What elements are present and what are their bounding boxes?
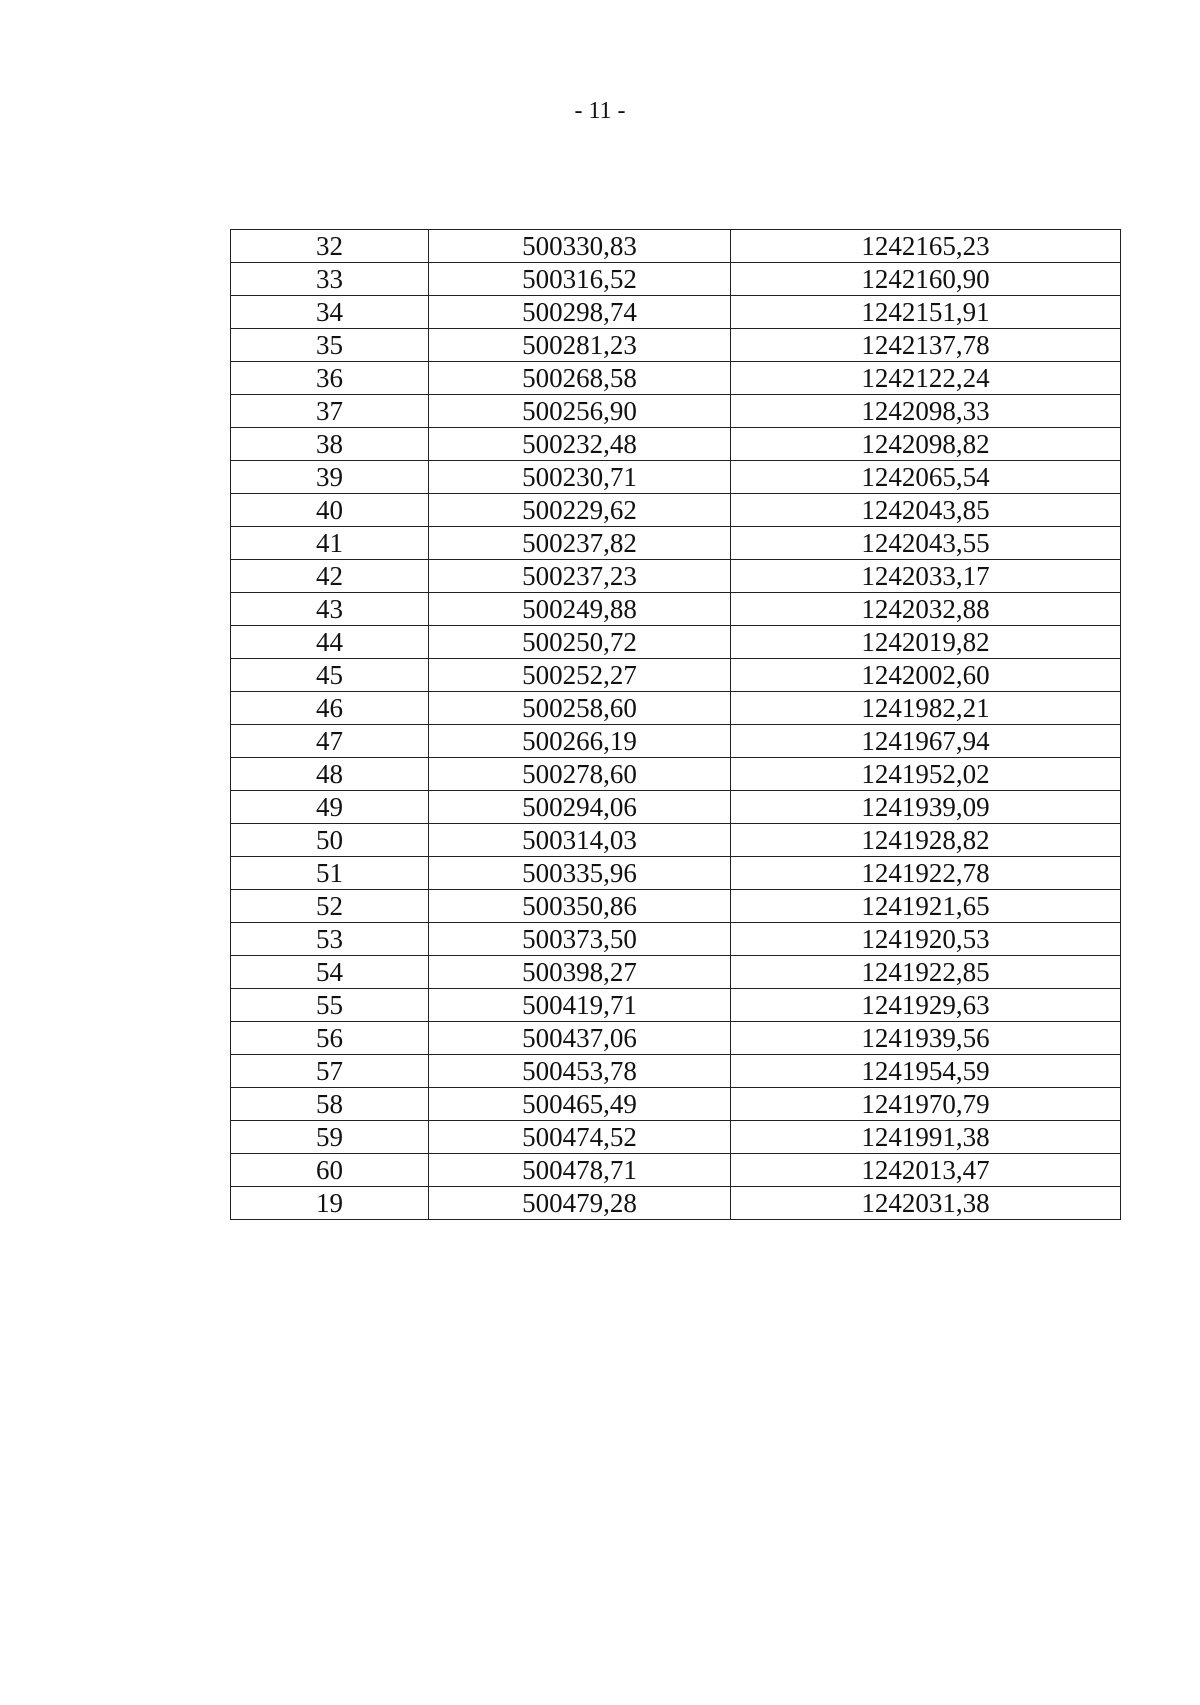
- page-number: - 11 -: [574, 98, 626, 124]
- table-row: [231, 1154, 1121, 1187]
- point-number-cell: 34: [231, 296, 429, 329]
- point-number-cell: 36: [231, 362, 429, 395]
- table-row: [231, 593, 1121, 626]
- x-coordinate-cell: 500249,88: [429, 593, 731, 626]
- y-coordinate-cell: 1242098,33: [731, 395, 1121, 428]
- table-row: [231, 428, 1121, 461]
- x-coordinate-cell: 500232,48: [429, 428, 731, 461]
- x-coordinate-cell: 500256,90: [429, 395, 731, 428]
- table-row: [231, 560, 1121, 593]
- x-coordinate-cell: 500268,58: [429, 362, 731, 395]
- y-coordinate-cell: 1241970,79: [731, 1088, 1121, 1121]
- point-number-cell: 33: [231, 263, 429, 296]
- table-row: [231, 494, 1121, 527]
- y-coordinate-cell: 1242019,82: [731, 626, 1121, 659]
- table-row: [231, 956, 1121, 989]
- table-row: [231, 659, 1121, 692]
- table-row: [231, 1055, 1121, 1088]
- x-coordinate-cell: 500250,72: [429, 626, 731, 659]
- x-coordinate-cell: 500294,06: [429, 791, 731, 824]
- table-row: [231, 824, 1121, 857]
- table-row: [231, 1187, 1121, 1220]
- point-number-cell: 46: [231, 692, 429, 725]
- table-row: [231, 362, 1121, 395]
- x-coordinate-cell: 500252,27: [429, 659, 731, 692]
- y-coordinate-cell: 1242065,54: [731, 461, 1121, 494]
- point-number-cell: 44: [231, 626, 429, 659]
- point-number-cell: 39: [231, 461, 429, 494]
- x-coordinate-cell: 500330,83: [429, 230, 731, 263]
- point-number-cell: 48: [231, 758, 429, 791]
- table-row: [231, 1022, 1121, 1055]
- y-coordinate-cell: 1242002,60: [731, 659, 1121, 692]
- point-number-cell: 47: [231, 725, 429, 758]
- table-row: [231, 1088, 1121, 1121]
- table-row: [231, 626, 1121, 659]
- x-coordinate-cell: 500278,60: [429, 758, 731, 791]
- point-number-cell: 50: [231, 824, 429, 857]
- coordinates-table: [230, 229, 1121, 1220]
- point-number-cell: 51: [231, 857, 429, 890]
- x-coordinate-cell: 500373,50: [429, 923, 731, 956]
- table-row: [231, 758, 1121, 791]
- y-coordinate-cell: 1241920,53: [731, 923, 1121, 956]
- y-coordinate-cell: 1242043,55: [731, 527, 1121, 560]
- point-number-cell: 57: [231, 1055, 429, 1088]
- table-row: [231, 461, 1121, 494]
- point-number-cell: 54: [231, 956, 429, 989]
- y-coordinate-cell: 1241929,63: [731, 989, 1121, 1022]
- x-coordinate-cell: 500437,06: [429, 1022, 731, 1055]
- x-coordinate-cell: 500237,82: [429, 527, 731, 560]
- table-row: [231, 791, 1121, 824]
- y-coordinate-cell: 1241952,02: [731, 758, 1121, 791]
- point-number-cell: 40: [231, 494, 429, 527]
- x-coordinate-cell: 500465,49: [429, 1088, 731, 1121]
- x-coordinate-cell: 500474,52: [429, 1121, 731, 1154]
- table-row: [231, 692, 1121, 725]
- y-coordinate-cell: 1241954,59: [731, 1055, 1121, 1088]
- x-coordinate-cell: 500478,71: [429, 1154, 731, 1187]
- y-coordinate-cell: 1242165,23: [731, 230, 1121, 263]
- y-coordinate-cell: 1242122,24: [731, 362, 1121, 395]
- x-coordinate-cell: 500229,62: [429, 494, 731, 527]
- point-number-cell: 43: [231, 593, 429, 626]
- table-row: [231, 527, 1121, 560]
- y-coordinate-cell: 1241928,82: [731, 824, 1121, 857]
- x-coordinate-cell: 500230,71: [429, 461, 731, 494]
- point-number-cell: 58: [231, 1088, 429, 1121]
- table-row: [231, 725, 1121, 758]
- table-row: [231, 857, 1121, 890]
- point-number-cell: 59: [231, 1121, 429, 1154]
- point-number-cell: 52: [231, 890, 429, 923]
- point-number-cell: 42: [231, 560, 429, 593]
- point-number-cell: 41: [231, 527, 429, 560]
- point-number-cell: 37: [231, 395, 429, 428]
- y-coordinate-cell: 1241922,85: [731, 956, 1121, 989]
- coordinates-table-body: [231, 230, 1121, 1220]
- x-coordinate-cell: 500298,74: [429, 296, 731, 329]
- point-number-cell: 55: [231, 989, 429, 1022]
- y-coordinate-cell: 1242098,82: [731, 428, 1121, 461]
- table-row: [231, 230, 1121, 263]
- y-coordinate-cell: 1241939,56: [731, 1022, 1121, 1055]
- x-coordinate-cell: 500266,19: [429, 725, 731, 758]
- x-coordinate-cell: 500350,86: [429, 890, 731, 923]
- y-coordinate-cell: 1242151,91: [731, 296, 1121, 329]
- y-coordinate-cell: 1242033,17: [731, 560, 1121, 593]
- y-coordinate-cell: 1241922,78: [731, 857, 1121, 890]
- x-coordinate-cell: 500479,28: [429, 1187, 731, 1220]
- point-number-cell: 56: [231, 1022, 429, 1055]
- point-number-cell: 35: [231, 329, 429, 362]
- table-row: [231, 1121, 1121, 1154]
- x-coordinate-cell: 500453,78: [429, 1055, 731, 1088]
- x-coordinate-cell: 500335,96: [429, 857, 731, 890]
- x-coordinate-cell: 500314,03: [429, 824, 731, 857]
- y-coordinate-cell: 1241982,21: [731, 692, 1121, 725]
- point-number-cell: 53: [231, 923, 429, 956]
- x-coordinate-cell: 500398,27: [429, 956, 731, 989]
- table-row: [231, 329, 1121, 362]
- point-number-cell: 38: [231, 428, 429, 461]
- table-row: [231, 296, 1121, 329]
- point-number-cell: 32: [231, 230, 429, 263]
- x-coordinate-cell: 500419,71: [429, 989, 731, 1022]
- y-coordinate-cell: 1242137,78: [731, 329, 1121, 362]
- table-row: [231, 923, 1121, 956]
- y-coordinate-cell: 1241967,94: [731, 725, 1121, 758]
- point-number-cell: 45: [231, 659, 429, 692]
- y-coordinate-cell: 1241991,38: [731, 1121, 1121, 1154]
- table-row: [231, 263, 1121, 296]
- y-coordinate-cell: 1241921,65: [731, 890, 1121, 923]
- point-number-cell: 19: [231, 1187, 429, 1220]
- x-coordinate-cell: 500316,52: [429, 263, 731, 296]
- y-coordinate-cell: 1241939,09: [731, 791, 1121, 824]
- table-row: [231, 395, 1121, 428]
- y-coordinate-cell: 1242013,47: [731, 1154, 1121, 1187]
- x-coordinate-cell: 500258,60: [429, 692, 731, 725]
- x-coordinate-cell: 500237,23: [429, 560, 731, 593]
- table-row: [231, 890, 1121, 923]
- y-coordinate-cell: 1242160,90: [731, 263, 1121, 296]
- x-coordinate-cell: 500281,23: [429, 329, 731, 362]
- table-row: [231, 989, 1121, 1022]
- y-coordinate-cell: 1242032,88: [731, 593, 1121, 626]
- point-number-cell: 49: [231, 791, 429, 824]
- y-coordinate-cell: 1242031,38: [731, 1187, 1121, 1220]
- y-coordinate-cell: 1242043,85: [731, 494, 1121, 527]
- point-number-cell: 60: [231, 1154, 429, 1187]
